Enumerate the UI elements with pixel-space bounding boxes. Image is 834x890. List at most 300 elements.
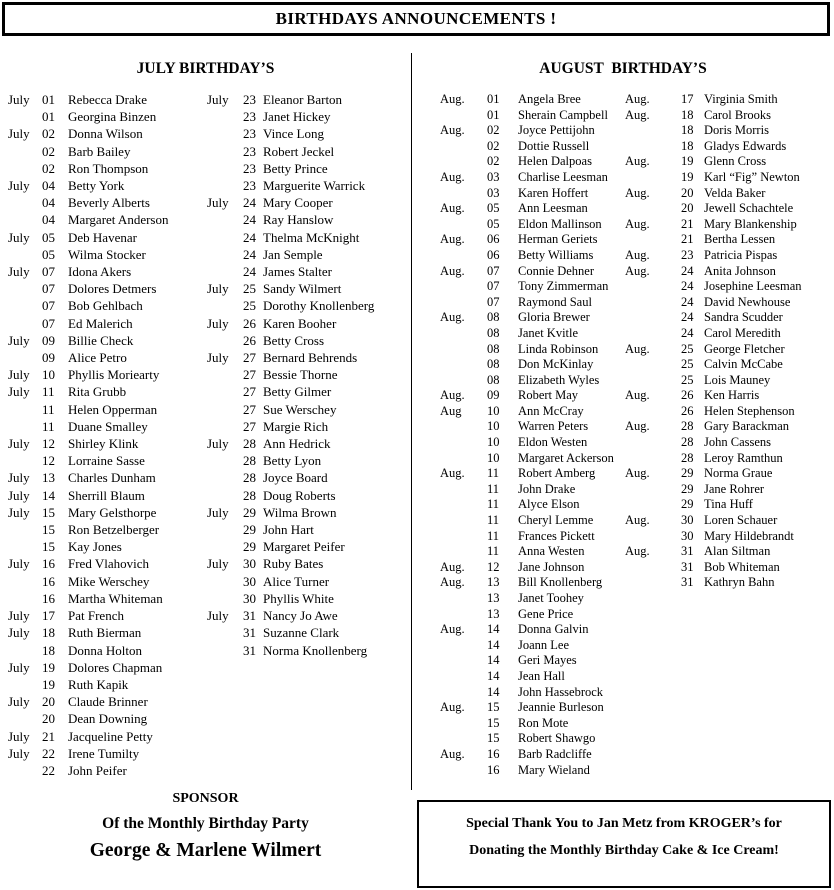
row-name: Karl “Fig” Newton <box>704 169 800 184</box>
row-month <box>8 401 42 418</box>
row-month <box>8 573 42 590</box>
row-day: 11 <box>487 481 500 496</box>
row-name: Duane Smalley <box>68 418 148 434</box>
row-month <box>8 710 42 727</box>
row-month: Aug. <box>625 263 650 278</box>
birthday-row <box>624 404 834 420</box>
birthday-row <box>0 624 207 641</box>
row-name: Eldon Mallinson <box>518 216 602 231</box>
row-month: Aug. <box>625 341 650 356</box>
row-day: 08 <box>487 325 500 340</box>
birthday-row <box>412 404 624 420</box>
row-month: Aug. <box>440 700 465 715</box>
row-day: 22 <box>42 762 55 778</box>
row-day: 14 <box>42 487 55 503</box>
row-month <box>207 538 243 555</box>
row-name: Betty York <box>68 178 125 194</box>
row-day: 26 <box>681 403 694 418</box>
row-month <box>8 297 42 314</box>
sponsor-block <box>0 791 411 862</box>
row-month: July <box>8 625 30 641</box>
birthday-row <box>412 108 624 124</box>
row-name: Billie Check <box>68 332 134 348</box>
birthday-row <box>207 143 411 160</box>
birthday-row <box>207 332 411 349</box>
row-day: 13 <box>487 591 500 605</box>
row-name: Claude Brinner <box>68 694 148 710</box>
birthday-row <box>0 280 207 297</box>
row-name: Alan Siltman <box>704 544 771 559</box>
row-month: July <box>207 608 229 624</box>
row-day: 15 <box>487 731 500 746</box>
row-day: 30 <box>681 513 694 528</box>
row-day: 23 <box>243 92 256 107</box>
sponsor-subheading: Of the Monthly Birthday Party <box>102 815 309 832</box>
row-month: July <box>8 504 30 520</box>
row-day: 14 <box>487 637 500 652</box>
row-name: Gene Price <box>518 606 574 621</box>
row-name: Helen Stephenson <box>704 403 795 418</box>
row-day: 25 <box>681 357 694 372</box>
row-name: Karen Hoffert <box>518 185 589 200</box>
birthday-row <box>207 555 411 572</box>
row-month <box>625 232 681 248</box>
row-month: Aug <box>440 403 462 418</box>
row-day: 08 <box>487 372 500 387</box>
row-day: 30 <box>681 528 694 543</box>
row-month <box>625 295 681 311</box>
row-day: 06 <box>487 232 500 247</box>
row-month <box>625 310 681 326</box>
row-month <box>440 326 487 342</box>
row-name: John Hart <box>263 522 314 538</box>
birthday-row <box>412 560 624 576</box>
row-month <box>440 154 487 170</box>
row-day: 11 <box>487 544 500 559</box>
birthday-row <box>412 186 624 202</box>
row-day: 10 <box>487 435 500 450</box>
row-day: 02 <box>487 138 500 153</box>
row-day: 23 <box>681 247 694 262</box>
row-month <box>8 418 42 435</box>
birthday-row <box>207 573 411 590</box>
row-day: 14 <box>487 684 500 699</box>
row-month: July <box>8 487 30 503</box>
row-day: 13 <box>487 606 500 621</box>
birthday-row <box>412 92 624 108</box>
row-name: Raymond Saul <box>518 294 592 309</box>
row-month: Aug. <box>440 466 465 481</box>
row-day: 11 <box>42 418 55 434</box>
row-name: Warren Peters <box>518 419 589 434</box>
row-month <box>207 469 243 486</box>
row-day: 24 <box>681 325 694 340</box>
row-name: Carol Brooks <box>704 107 772 122</box>
birthday-row <box>0 728 207 745</box>
row-day: 31 <box>681 544 694 559</box>
birthday-row <box>207 125 411 142</box>
birthday-row <box>0 642 207 659</box>
row-name: Ruby Bates <box>263 556 324 572</box>
row-name: Jean Hall <box>518 668 565 683</box>
birthday-row <box>0 659 207 676</box>
row-day: 14 <box>487 622 500 637</box>
birthday-row <box>0 401 207 418</box>
birthday-row <box>0 366 207 383</box>
birthday-row <box>412 731 624 747</box>
birthday-row <box>412 513 624 529</box>
row-name: Bob Gehlbach <box>68 298 143 314</box>
row-month <box>440 451 487 467</box>
row-month <box>8 211 42 228</box>
birthday-row <box>624 529 834 545</box>
row-month <box>440 108 487 124</box>
row-month: Aug. <box>625 466 650 481</box>
row-month <box>207 263 243 280</box>
birthday-row <box>412 357 624 373</box>
birthday-row <box>207 435 411 452</box>
row-month <box>625 435 681 451</box>
row-month <box>207 383 243 400</box>
row-name: Sherain Campbell <box>518 107 608 122</box>
row-month <box>440 653 487 669</box>
birthday-row <box>412 638 624 654</box>
birthday-row <box>0 211 207 228</box>
row-name: Josephine Leesman <box>704 279 802 294</box>
row-day: 28 <box>243 453 256 469</box>
birthday-row <box>412 497 624 513</box>
row-name: Joyce Board <box>263 470 328 486</box>
row-month <box>8 676 42 693</box>
row-day: 31 <box>681 559 694 574</box>
birthday-row <box>0 504 207 521</box>
row-name: Gary Barackman <box>704 419 790 434</box>
row-month <box>8 108 42 125</box>
birthday-row <box>624 310 834 326</box>
birthday-row <box>207 263 411 280</box>
row-day: 24 <box>681 294 694 309</box>
birthday-row <box>0 349 207 366</box>
birthday-row <box>207 607 411 624</box>
row-month <box>440 591 487 607</box>
row-name: Norma Knollenberg <box>263 642 368 658</box>
birthday-row <box>0 555 207 572</box>
row-name: Shirley Klink <box>68 436 139 452</box>
row-month <box>625 326 681 342</box>
birthday-row <box>0 91 207 108</box>
row-day: 21 <box>681 232 694 247</box>
row-name: Ken Harris <box>704 388 760 403</box>
row-name: James Stalter <box>263 264 332 280</box>
birthday-row <box>207 315 411 332</box>
birthday-row <box>0 108 207 125</box>
birthday-row <box>412 685 624 701</box>
row-name: Lois Mauney <box>704 372 771 387</box>
birthday-row <box>207 349 411 366</box>
row-month <box>207 573 243 590</box>
row-month: Aug. <box>440 263 465 278</box>
birthday-row <box>412 575 624 591</box>
row-day: 02 <box>42 143 55 159</box>
row-name: Helen Opperman <box>68 401 158 417</box>
row-name: Margaret Ackerson <box>518 450 614 465</box>
birthday-row <box>412 653 624 669</box>
birthday-row <box>207 229 411 246</box>
birthday-row <box>412 544 624 560</box>
row-month <box>207 366 243 383</box>
row-day: 07 <box>487 263 500 278</box>
row-day: 11 <box>487 528 500 543</box>
row-month <box>625 497 681 513</box>
row-day: 13 <box>487 575 500 590</box>
row-day: 14 <box>487 668 500 683</box>
row-month: Aug. <box>625 388 650 403</box>
row-month: July <box>8 332 30 348</box>
row-month <box>8 642 42 659</box>
row-day: 26 <box>243 332 256 348</box>
row-month <box>207 332 243 349</box>
row-day: 11 <box>487 513 500 528</box>
row-day: 08 <box>487 341 500 356</box>
birthday-row <box>624 279 834 295</box>
birthday-row <box>0 143 207 160</box>
row-name: Kathryn Bahn <box>704 575 775 590</box>
row-month: July <box>8 694 30 710</box>
row-day: 19 <box>681 154 694 169</box>
birthday-row <box>0 160 207 177</box>
row-name: Mike Werschey <box>68 573 150 589</box>
birthday-row <box>624 560 834 576</box>
row-name: Gloria Brewer <box>518 310 590 325</box>
row-name: John Drake <box>518 481 576 496</box>
birthday-row <box>624 466 834 482</box>
row-name: Janet Hickey <box>263 109 331 125</box>
row-name: Barb Radcliffe <box>518 746 592 761</box>
thanks-line-1: Special Thank You to Jan Metz from KROGER’s for <box>466 816 782 831</box>
row-name: Alice Petro <box>68 350 127 366</box>
row-name: Betty Gilmer <box>263 384 332 400</box>
row-name: Charles Dunham <box>68 470 156 486</box>
row-day: 16 <box>487 762 500 777</box>
row-name: Geri Mayes <box>518 653 577 668</box>
birthday-row <box>0 125 207 142</box>
row-name: Donna Wilson <box>68 126 143 142</box>
row-name: Ann McCray <box>518 403 584 418</box>
row-day: 12 <box>487 559 500 574</box>
row-day: 24 <box>243 212 256 228</box>
row-day: 22 <box>42 745 55 761</box>
row-month <box>207 624 243 641</box>
row-month: July <box>207 350 229 366</box>
row-month <box>207 143 243 160</box>
row-name: Calvin McCabe <box>704 357 783 372</box>
row-month: July <box>207 504 229 520</box>
birthday-row <box>0 573 207 590</box>
row-name: Glenn Cross <box>704 154 767 169</box>
row-day: 24 <box>681 310 694 325</box>
row-name: Bob Whiteman <box>704 559 780 574</box>
birthday-row <box>0 469 207 486</box>
birthday-row <box>412 326 624 342</box>
row-month: July <box>8 178 30 194</box>
row-day: 18 <box>42 642 55 658</box>
row-day: 23 <box>243 143 256 159</box>
birthday-row <box>624 419 834 435</box>
row-day: 26 <box>243 315 256 331</box>
row-day: 07 <box>42 315 55 331</box>
row-name: Bessie Thorne <box>263 367 338 383</box>
row-day: 15 <box>487 715 500 730</box>
row-day: 11 <box>42 401 55 417</box>
birthday-row <box>0 676 207 693</box>
row-name: Jeannie Burleson <box>518 700 604 715</box>
row-day: 27 <box>243 350 256 366</box>
row-month <box>207 452 243 469</box>
row-day: 03 <box>487 185 500 200</box>
birthday-row <box>412 279 624 295</box>
row-day: 04 <box>42 212 55 228</box>
row-month <box>625 357 681 373</box>
birthday-row <box>0 383 207 400</box>
row-day: 21 <box>42 728 55 744</box>
row-month <box>8 590 42 607</box>
birthday-row <box>412 466 624 482</box>
row-day: 02 <box>487 154 500 169</box>
birthday-row <box>412 388 624 404</box>
row-month: Aug. <box>440 201 465 216</box>
row-name: Eldon Westen <box>518 435 588 450</box>
row-day: 04 <box>42 195 55 211</box>
row-day: 10 <box>487 450 500 465</box>
row-month <box>440 419 487 435</box>
row-name: Betty Cross <box>263 332 325 348</box>
birthday-row <box>624 373 834 389</box>
row-day: 28 <box>681 435 694 450</box>
row-month: Aug. <box>625 544 650 559</box>
row-month <box>625 482 681 498</box>
birthday-row <box>412 700 624 716</box>
august-columns <box>412 92 834 778</box>
row-month: Aug. <box>440 123 465 138</box>
row-day: 05 <box>487 216 500 231</box>
birthday-row <box>207 469 411 486</box>
row-month: Aug. <box>625 154 650 169</box>
row-name: Ruth Bierman <box>68 625 142 641</box>
birthday-row <box>0 246 207 263</box>
row-day: 05 <box>42 229 55 245</box>
birthday-row <box>207 538 411 555</box>
birthday-row <box>624 170 834 186</box>
row-name: John Peifer <box>68 762 127 778</box>
july-title: JULY BIRTHDAY’S <box>136 60 275 77</box>
row-month <box>440 295 487 311</box>
row-month: Aug. <box>440 92 465 106</box>
row-month <box>8 143 42 160</box>
row-name: Margaret Peifer <box>263 539 345 555</box>
row-month <box>440 217 487 233</box>
birthday-row <box>207 401 411 418</box>
birthday-row <box>624 264 834 280</box>
row-month <box>8 280 42 297</box>
row-name: Rita Grubb <box>68 384 127 400</box>
birthday-row <box>0 487 207 504</box>
row-day: 02 <box>42 160 55 176</box>
row-month <box>207 177 243 194</box>
row-day: 23 <box>243 126 256 142</box>
birthday-row <box>624 232 834 248</box>
row-day: 17 <box>681 92 694 106</box>
birthday-row <box>0 693 207 710</box>
row-name: Lorraine Sasse <box>68 453 145 469</box>
row-name: Ann Hedrick <box>263 436 331 452</box>
row-day: 09 <box>42 350 55 366</box>
row-month: Aug. <box>440 169 465 184</box>
row-name: Jan Semple <box>263 246 323 262</box>
birthday-row <box>207 418 411 435</box>
birthday-row <box>624 513 834 529</box>
row-day: 10 <box>487 403 500 418</box>
row-month <box>207 108 243 125</box>
birthday-row <box>624 575 834 591</box>
row-day: 09 <box>487 388 500 403</box>
birthday-row <box>0 332 207 349</box>
birthday-row <box>412 264 624 280</box>
row-day: 24 <box>243 195 256 211</box>
row-name: Pat French <box>68 608 124 624</box>
birthday-row <box>412 451 624 467</box>
row-day: 04 <box>42 178 55 194</box>
birthday-row <box>207 211 411 228</box>
row-name: Don McKinlay <box>518 357 594 372</box>
row-month: July <box>207 195 229 211</box>
row-name: Carol Meredith <box>704 325 781 340</box>
row-month <box>207 521 243 538</box>
row-name: Sherrill Blaum <box>68 487 145 503</box>
row-month: Aug. <box>625 513 650 528</box>
row-name: Jane Johnson <box>518 559 585 574</box>
row-month <box>8 452 42 469</box>
row-day: 28 <box>681 450 694 465</box>
row-day: 29 <box>243 522 256 538</box>
birthday-row <box>412 373 624 389</box>
row-day: 31 <box>243 642 256 658</box>
row-name: Connie Dehner <box>518 263 595 278</box>
row-day: 10 <box>42 367 55 383</box>
row-name: Loren Schauer <box>704 513 778 528</box>
row-day: 08 <box>487 310 500 325</box>
row-day: 18 <box>681 107 694 122</box>
row-day: 07 <box>487 294 500 309</box>
page-title: BIRTHDAYS ANNOUNCEMENTS ! <box>275 9 557 28</box>
row-month: July <box>8 745 30 761</box>
row-name: Patricia Pispas <box>704 247 778 262</box>
row-month: July <box>8 384 30 400</box>
row-name: Elizabeth Wyles <box>518 372 600 387</box>
thanks-line-2: Donating the Monthly Birthday Cake & Ice Cream! <box>469 843 779 858</box>
birthday-row <box>207 452 411 469</box>
row-name: Robert May <box>518 388 579 403</box>
row-month <box>440 669 487 685</box>
birthday-row <box>207 160 411 177</box>
row-month <box>207 160 243 177</box>
row-day: 10 <box>487 419 500 434</box>
row-month: July <box>8 436 30 452</box>
row-day: 20 <box>681 185 694 200</box>
row-month <box>440 373 487 389</box>
row-name: Idona Akers <box>68 264 132 280</box>
birthday-row <box>412 248 624 264</box>
row-name: Velda Baker <box>704 185 766 200</box>
